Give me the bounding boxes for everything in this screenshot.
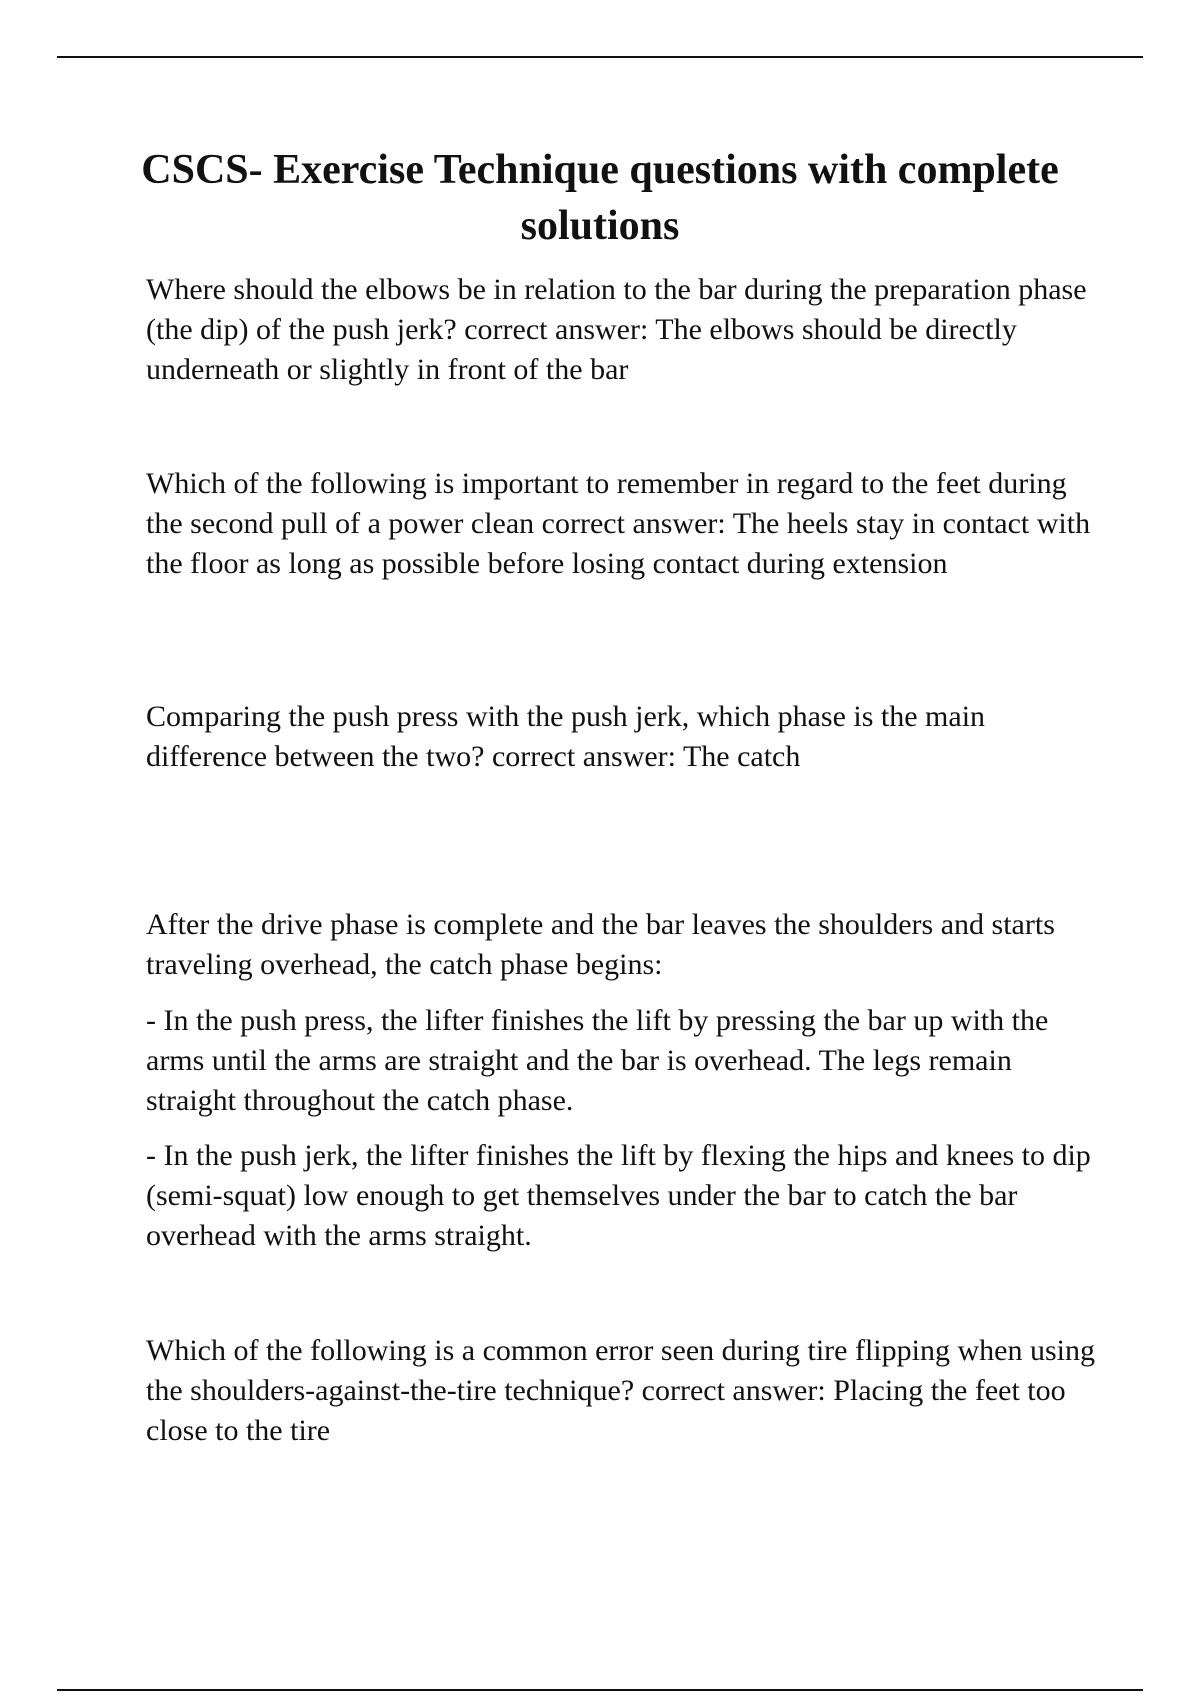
bottom-divider — [57, 1689, 1143, 1691]
explanation-paragraph: After the drive phase is complete and the bar leaves the shoulders and starts traveling overhead, the catch phase begins: — [146, 908, 1055, 981]
question-answer-paragraph: Which of the following is a common error seen during tire flipping when using the shoulders-against-the-tire technique? correct answer: Placing the feet too close to the tire — [146, 1334, 1095, 1447]
question-answer-paragraph: Where should the elbows be in relation to the bar during the preparation phase (the dip) of the push jerk? correct answer: The elbows should be directly underneath or slightly in front of the bar — [146, 273, 1087, 386]
question-answer-paragraph: Which of the following is important to remember in regard to the feet during the second pull of a power clean correct answer: The heels stay in contact with the floor as long as possible before losing contact during extension — [146, 467, 1091, 580]
page-title: CSCS- Exercise Technique questions with complete solutions — [141, 147, 1059, 249]
explanation-bullet-push-jerk: - In the push jerk, the lifter finishes the lift by flexing the hips and knees to dip (semi-squat) low enough to get themselves under the bar to catch the bar overhead with the arms straight. — [146, 1139, 1091, 1252]
question-answer-paragraph: Comparing the push press with the push jerk, which phase is the main difference between the two? correct answer: The catch — [146, 700, 986, 773]
explanation-bullet-push-press: - In the push press, the lifter finishes the lift by pressing the bar up with the arms until the arms are straight and the bar is overhead. The legs remain straight throughout the catch phase. — [146, 1004, 1049, 1117]
top-divider — [57, 56, 1143, 58]
